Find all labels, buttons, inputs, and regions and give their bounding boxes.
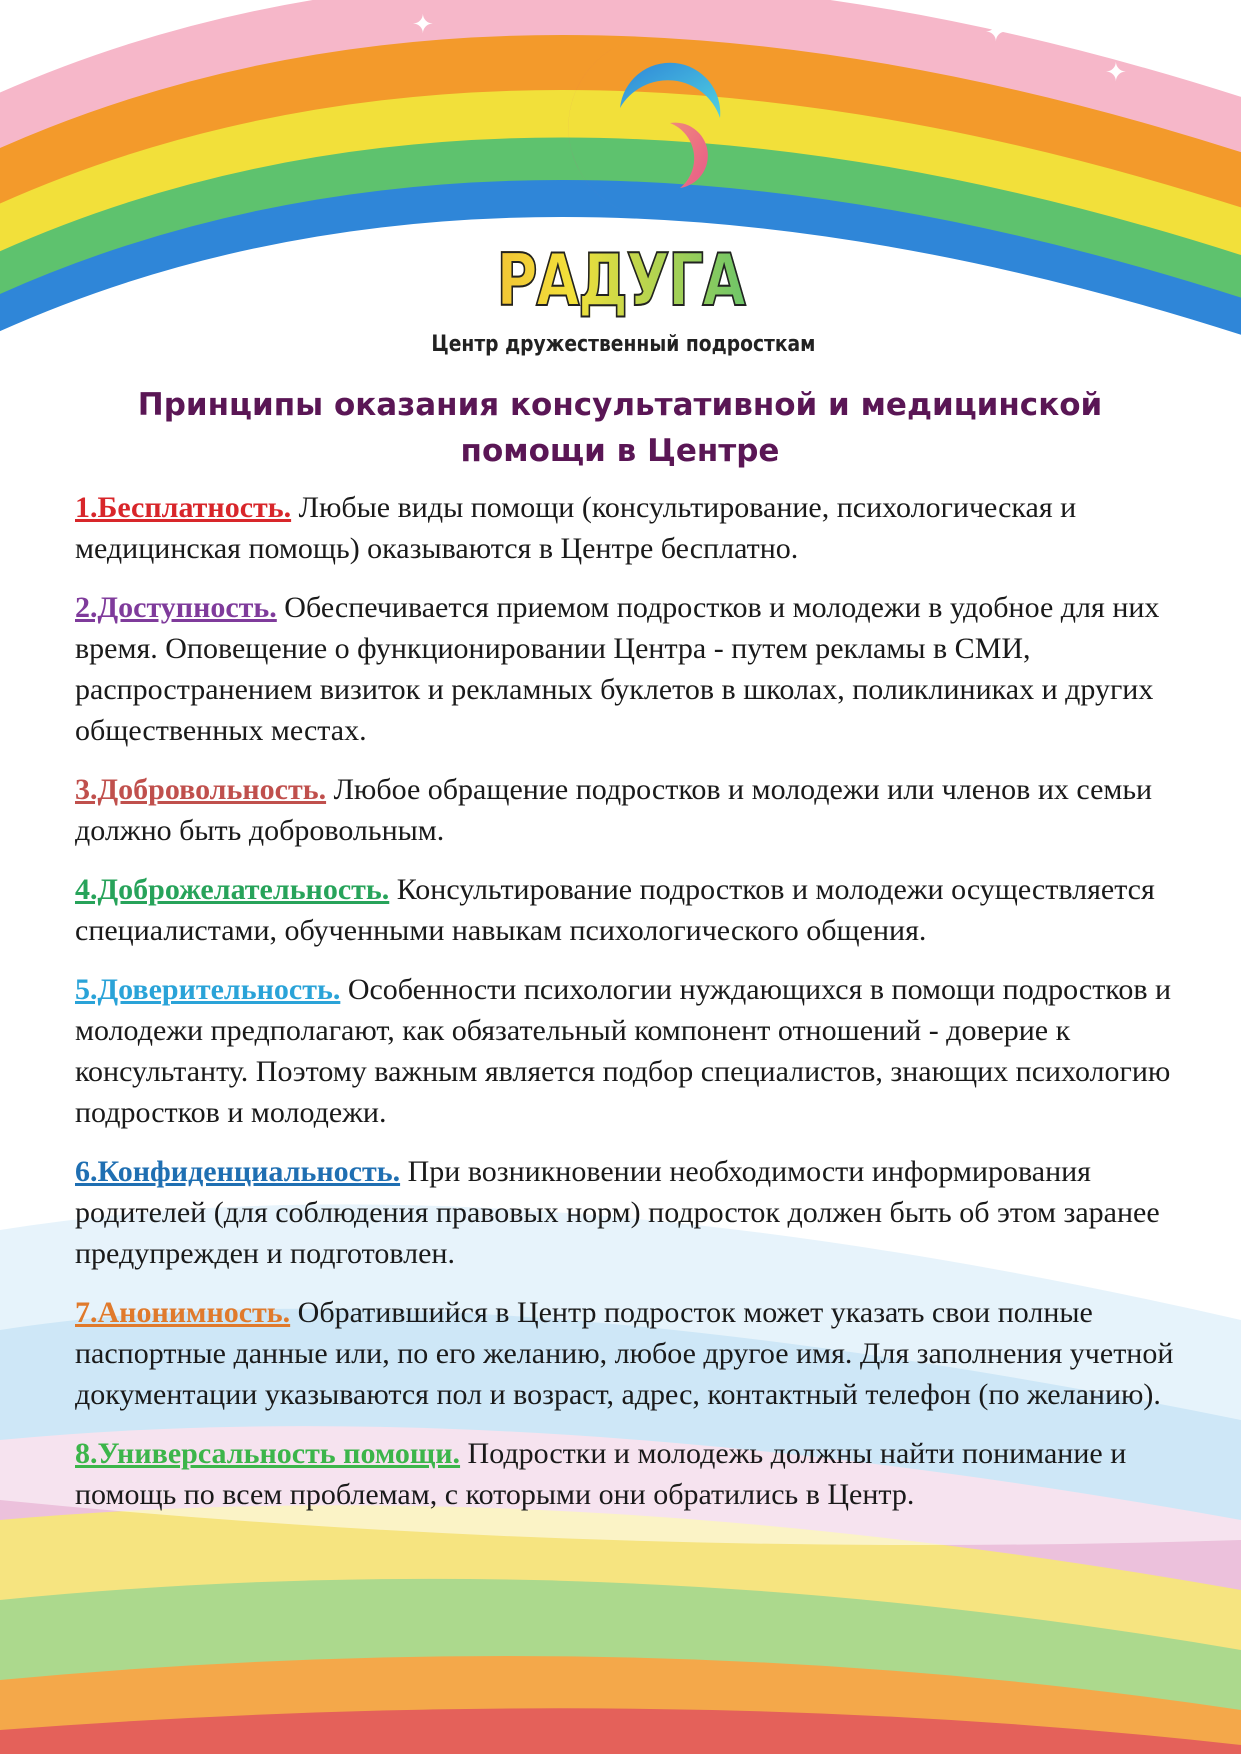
star-icon: ✦	[6, 34, 28, 63]
principle-item	[75, 869, 1175, 951]
principle-heading: 3.Добровольность.	[75, 773, 327, 806]
page-title: Принципы оказания консультативной и медицинской помощи в Центре	[137, 387, 1103, 469]
principle-heading: 7.Анонимность.	[75, 1296, 291, 1329]
principle-item	[75, 1433, 1175, 1515]
radiance-logo-icon	[540, 28, 740, 228]
principle-text: Любое обращение подростков и молодежи или членов их семьи должно быть добровольным.	[75, 773, 1153, 847]
principle-text: Обеспечивается приемом подростков и молодежи в удобное для них время. Оповещение о функционировании Центра - путем рекламы в СМИ, распространением визиток и рекламных буклетов в школах, поликлиниках и других общественных местах.	[75, 591, 1160, 747]
principle-text: Подростки и молодежь должны найти понимание и помощь по всем проблемам, с которыми они обратились в Центр.	[75, 1437, 1127, 1511]
principle-item	[75, 1151, 1175, 1274]
brand-name: РАДУГА	[136, 238, 1104, 322]
principle-item	[75, 769, 1175, 851]
principle-heading: 1.Бесплатность.	[75, 491, 292, 524]
principle-item	[75, 587, 1175, 751]
principle-text: Консультирование подростков и молодежи осуществляется специалистами, обученными навыкам психологического общения.	[75, 873, 1155, 947]
principles-list	[75, 487, 1175, 1533]
principle-heading: 2.Доступность.	[75, 591, 277, 624]
principle-text: Обратившийся в Центр подросток может указать свои полные паспортные данные или, по его желанию, любое другое имя. Для заполнения учетной документации указываются пол и возраст, адрес, контактный телефон (по желанию).	[75, 1296, 1174, 1411]
principle-item	[75, 1292, 1175, 1415]
principle-text: Любые виды помощи (консультирование, психологическая и медицинская помощь) оказываются в Центре бесплатно.	[75, 491, 1077, 565]
principle-item	[75, 969, 1175, 1133]
principle-text: Особенности психологии нуждающихся в помощи подростков и молодежи предполагают, как обязательный компонент отношений - доверие к консультанту. Поэтому важным является подбор специалистов, знающих психологию подростков и молодежи.	[75, 973, 1172, 1129]
brand-tagline: Центр дружественный подросткам	[431, 332, 816, 357]
star-icon: ✦	[412, 10, 434, 39]
principle-heading: 5.Доверительность.	[75, 973, 341, 1006]
star-icon: ✦	[985, 18, 1007, 47]
principle-text: При возникновении необходимости информирования родителей (для соблюдения правовых норм) подросток должен быть об этом заранее предупрежден и подготовлен.	[75, 1155, 1160, 1270]
star-icon: ★	[1150, 4, 1174, 33]
star-icon: ✦	[1105, 58, 1127, 87]
principle-item	[75, 487, 1175, 569]
principle-heading: 6.Конфиденциальность.	[75, 1155, 401, 1188]
principle-heading: 4.Доброжелательность.	[75, 873, 390, 906]
principle-heading: 8.Универсальность помощи.	[75, 1437, 461, 1470]
